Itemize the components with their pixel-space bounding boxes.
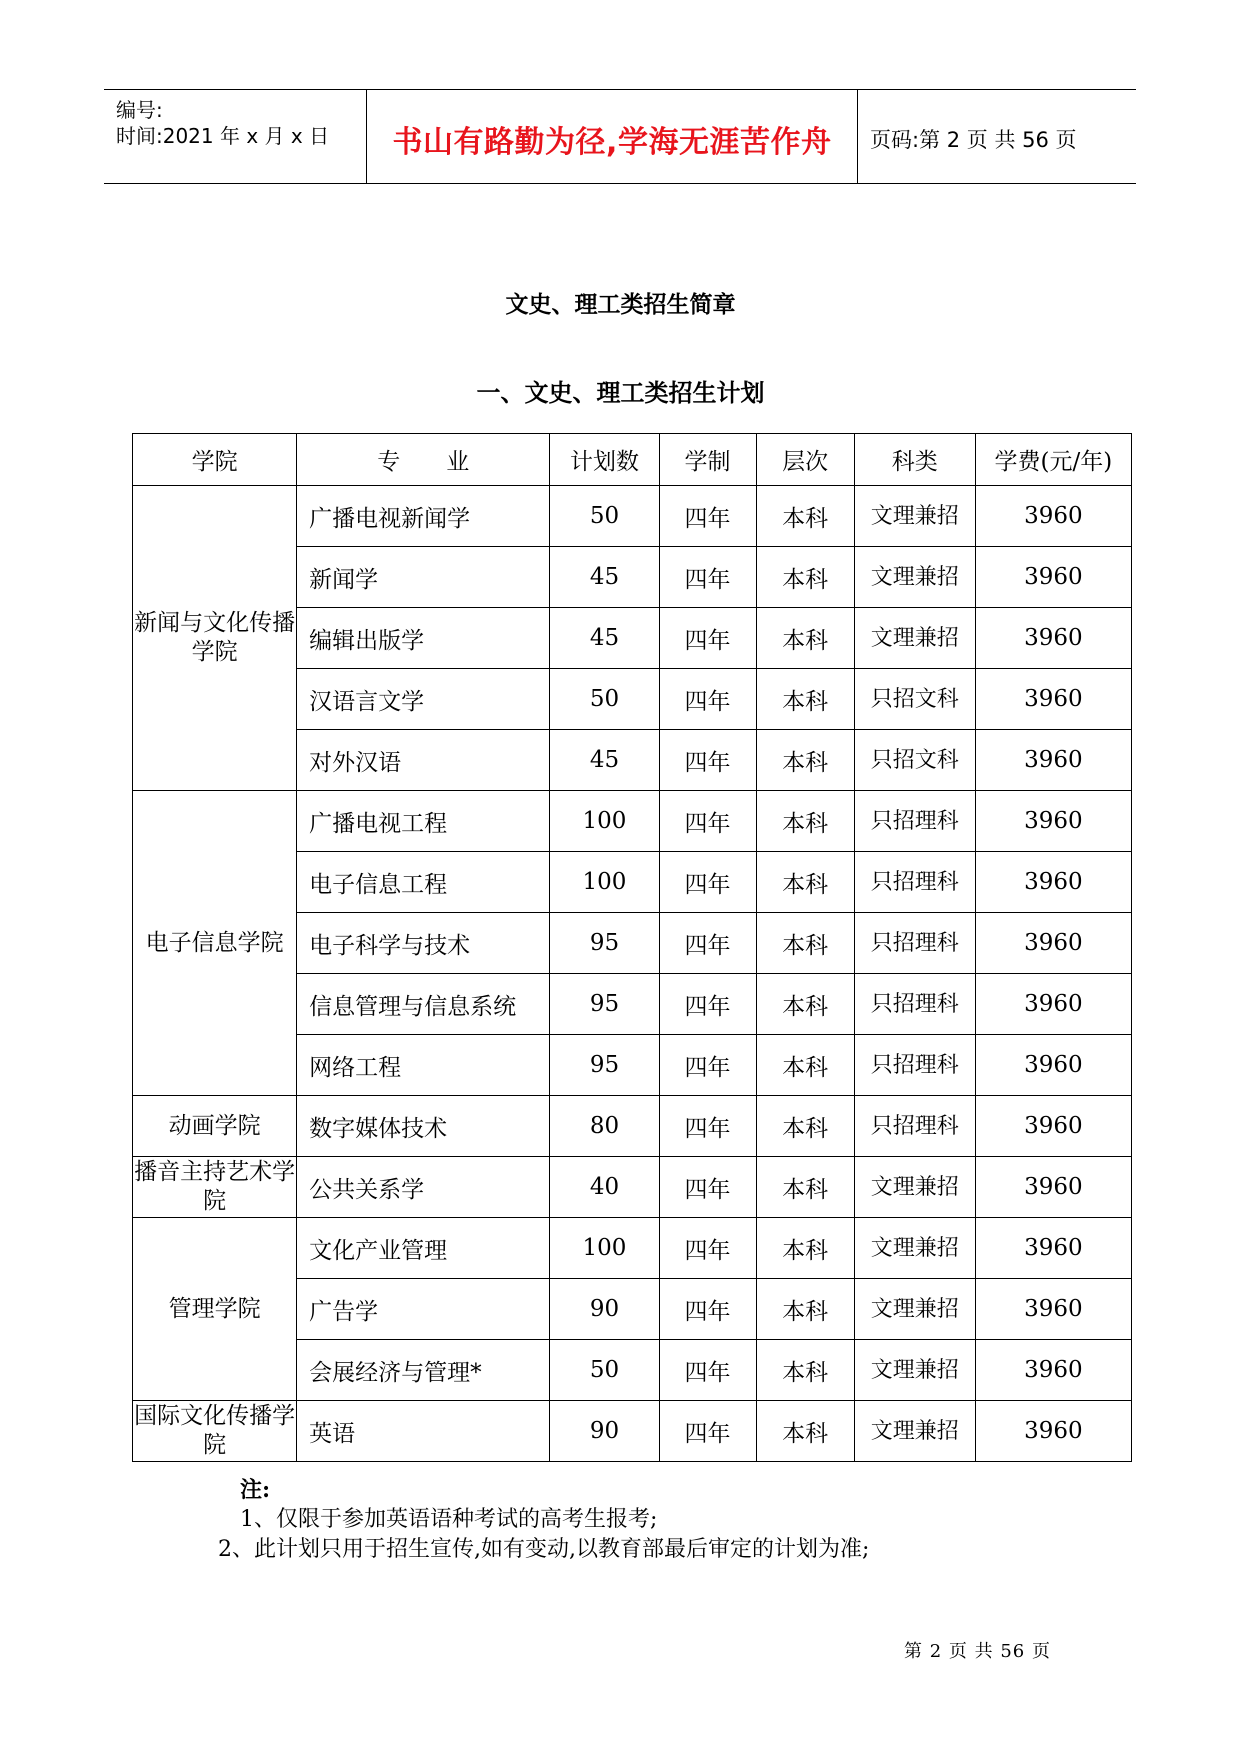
header-motto: 书山有路勤为径,学海无涯苦作舟 xyxy=(392,125,832,160)
subject-cell: 只招理科 xyxy=(854,974,975,1035)
count-cell: 50 xyxy=(550,669,659,730)
major-cell: 对外汉语 xyxy=(297,730,550,791)
level-cell: 本科 xyxy=(756,1279,854,1340)
level-cell: 本科 xyxy=(756,486,854,547)
level-cell: 本科 xyxy=(756,791,854,852)
level-cell: 本科 xyxy=(756,669,854,730)
major-cell: 公共关系学 xyxy=(297,1157,550,1218)
duration-cell: 四年 xyxy=(659,913,756,974)
level-cell: 本科 xyxy=(756,1157,854,1218)
level-cell: 本科 xyxy=(756,913,854,974)
major-cell: 汉语言文学 xyxy=(297,669,550,730)
college-cell: 管理学院 xyxy=(133,1218,297,1401)
count-cell: 45 xyxy=(550,608,659,669)
subject-cell: 文理兼招 xyxy=(854,608,975,669)
major-cell: 广播电视工程 xyxy=(297,791,550,852)
fee-cell: 3960 xyxy=(975,608,1131,669)
subject-cell: 只招文科 xyxy=(854,730,975,791)
level-cell: 本科 xyxy=(756,974,854,1035)
subject-cell: 文理兼招 xyxy=(854,486,975,547)
count-cell: 100 xyxy=(550,791,659,852)
duration-cell: 四年 xyxy=(659,608,756,669)
section-title: 一、文史、理工类招生计划 xyxy=(476,379,765,407)
fee-cell: 3960 xyxy=(975,852,1131,913)
major-cell: 新闻学 xyxy=(297,547,550,608)
subject-cell: 文理兼招 xyxy=(854,1279,975,1340)
table-row xyxy=(133,1157,1132,1218)
count-cell: 40 xyxy=(550,1157,659,1218)
duration-cell: 四年 xyxy=(659,852,756,913)
note-item: 2、此计划只用于招生宣传,如有变动,以教育部最后审定的计划为准; xyxy=(218,1537,870,1562)
document-title: 文史、理工类招生简章 xyxy=(505,292,736,318)
duration-cell: 四年 xyxy=(659,1157,756,1218)
enrollment-plan-table xyxy=(132,433,1132,1462)
level-cell: 本科 xyxy=(756,852,854,913)
header-college: 学院 xyxy=(133,434,297,486)
fee-cell: 3960 xyxy=(975,1218,1131,1279)
duration-cell: 四年 xyxy=(659,791,756,852)
header-info-cell xyxy=(104,90,367,183)
level-cell: 本科 xyxy=(756,1340,854,1401)
table-row xyxy=(133,1096,1132,1157)
major-cell: 广告学 xyxy=(297,1279,550,1340)
count-cell: 50 xyxy=(550,1340,659,1401)
major-cell: 编辑出版学 xyxy=(297,608,550,669)
page-footer: 第 2 页 共 56 页 xyxy=(904,1641,1051,1662)
major-cell: 文化产业管理 xyxy=(297,1218,550,1279)
major-cell: 电子科学与技术 xyxy=(297,913,550,974)
major-cell: 会展经济与管理* xyxy=(297,1340,550,1401)
table-row xyxy=(133,1218,1132,1279)
duration-cell: 四年 xyxy=(659,974,756,1035)
doc-number-label: 编号: xyxy=(116,98,163,122)
fee-cell: 3960 xyxy=(975,974,1131,1035)
level-cell: 本科 xyxy=(756,1096,854,1157)
page-header xyxy=(104,89,1136,184)
college-cell: 播音主持艺术学院 xyxy=(133,1157,297,1218)
header-motto-cell xyxy=(367,90,858,183)
header-count: 计划数 xyxy=(550,434,659,486)
duration-cell: 四年 xyxy=(659,669,756,730)
duration-cell: 四年 xyxy=(659,1218,756,1279)
fee-cell: 3960 xyxy=(975,913,1131,974)
subject-cell: 只招理科 xyxy=(854,1096,975,1157)
subject-cell: 文理兼招 xyxy=(854,547,975,608)
subject-cell: 只招文科 xyxy=(854,669,975,730)
major-cell: 广播电视新闻学 xyxy=(297,486,550,547)
college-cell: 国际文化传播学院 xyxy=(133,1401,297,1462)
major-cell: 数字媒体技术 xyxy=(297,1096,550,1157)
fee-cell: 3960 xyxy=(975,730,1131,791)
fee-cell: 3960 xyxy=(975,486,1131,547)
level-cell: 本科 xyxy=(756,730,854,791)
level-cell: 本科 xyxy=(756,608,854,669)
count-cell: 50 xyxy=(550,486,659,547)
notes-heading: 注: xyxy=(240,1477,271,1503)
level-cell: 本科 xyxy=(756,1218,854,1279)
table-row xyxy=(133,791,1132,852)
subject-cell: 只招理科 xyxy=(854,1035,975,1096)
duration-cell: 四年 xyxy=(659,1340,756,1401)
duration-cell: 四年 xyxy=(659,547,756,608)
level-cell: 本科 xyxy=(756,1401,854,1462)
fee-cell: 3960 xyxy=(975,1340,1131,1401)
header-page-number: 页码:第 2 页 共 56 页 xyxy=(870,128,1077,152)
count-cell: 100 xyxy=(550,852,659,913)
major-cell: 电子信息工程 xyxy=(297,852,550,913)
subject-cell: 只招理科 xyxy=(854,913,975,974)
level-cell: 本科 xyxy=(756,1035,854,1096)
fee-cell: 3960 xyxy=(975,1157,1131,1218)
count-cell: 95 xyxy=(550,1035,659,1096)
college-cell: 新闻与文化传播学院 xyxy=(133,486,297,791)
subject-cell: 只招理科 xyxy=(854,852,975,913)
table-header-row xyxy=(133,434,1132,486)
table-row xyxy=(133,486,1132,547)
fee-cell: 3960 xyxy=(975,1096,1131,1157)
doc-time-label: 时间:2021 年 x 月 x 日 xyxy=(116,124,330,148)
subject-cell: 文理兼招 xyxy=(854,1340,975,1401)
duration-cell: 四年 xyxy=(659,1035,756,1096)
duration-cell: 四年 xyxy=(659,1401,756,1462)
fee-cell: 3960 xyxy=(975,1279,1131,1340)
duration-cell: 四年 xyxy=(659,1279,756,1340)
count-cell: 45 xyxy=(550,547,659,608)
count-cell: 45 xyxy=(550,730,659,791)
fee-cell: 3960 xyxy=(975,669,1131,730)
subject-cell: 文理兼招 xyxy=(854,1157,975,1218)
table-row xyxy=(133,1401,1132,1462)
duration-cell: 四年 xyxy=(659,730,756,791)
count-cell: 95 xyxy=(550,913,659,974)
fee-cell: 3960 xyxy=(975,791,1131,852)
subject-cell: 文理兼招 xyxy=(854,1401,975,1462)
fee-cell: 3960 xyxy=(975,1401,1131,1462)
subject-cell: 只招理科 xyxy=(854,791,975,852)
header-subject: 科类 xyxy=(854,434,975,486)
header-major: 专 业 xyxy=(297,434,550,486)
header-duration: 学制 xyxy=(659,434,756,486)
duration-cell: 四年 xyxy=(659,486,756,547)
count-cell: 80 xyxy=(550,1096,659,1157)
count-cell: 95 xyxy=(550,974,659,1035)
level-cell: 本科 xyxy=(756,547,854,608)
header-level: 层次 xyxy=(756,434,854,486)
college-cell: 电子信息学院 xyxy=(133,791,297,1096)
fee-cell: 3960 xyxy=(975,1035,1131,1096)
header-fee: 学费(元/年) xyxy=(975,434,1131,486)
count-cell: 90 xyxy=(550,1279,659,1340)
count-cell: 100 xyxy=(550,1218,659,1279)
notes-section xyxy=(218,1475,978,1565)
duration-cell: 四年 xyxy=(659,1096,756,1157)
header-page-cell xyxy=(858,90,1136,183)
college-cell: 动画学院 xyxy=(133,1096,297,1157)
subject-cell: 文理兼招 xyxy=(854,1218,975,1279)
count-cell: 90 xyxy=(550,1401,659,1462)
note-item: 1、仅限于参加英语语种考试的高考生报考; xyxy=(240,1507,658,1532)
fee-cell: 3960 xyxy=(975,547,1131,608)
major-cell: 信息管理与信息系统 xyxy=(297,974,550,1035)
major-cell: 网络工程 xyxy=(297,1035,550,1096)
major-cell: 英语 xyxy=(297,1401,550,1462)
